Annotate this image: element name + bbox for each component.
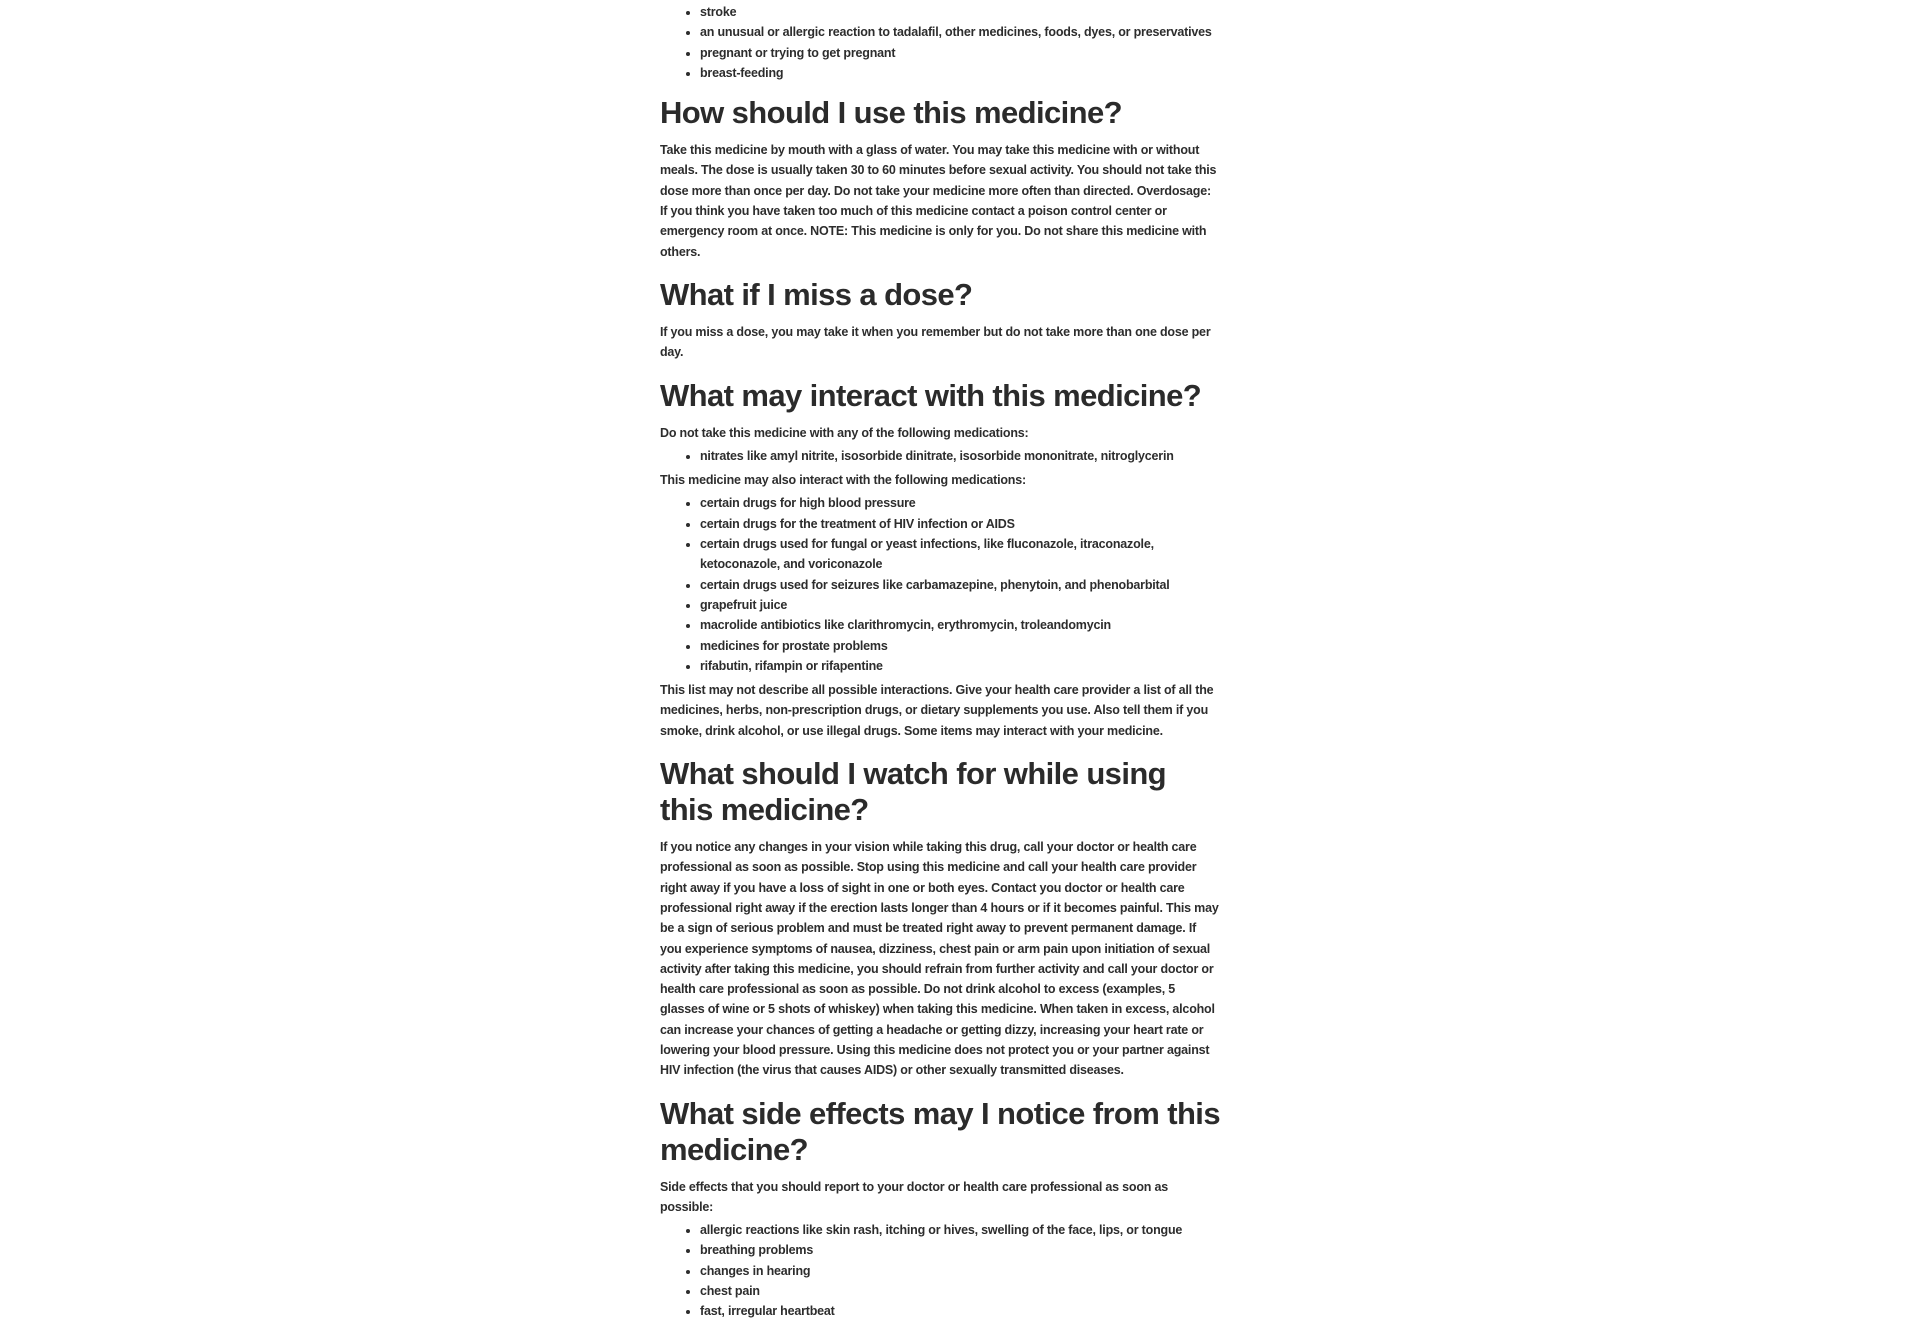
- list-item: • chest pain: [700, 1281, 1220, 1301]
- list-item: • macrolide antibiotics like clarithromycin, erythromycin, troleandomycin: [700, 615, 1220, 635]
- list-item: • certain drugs used for fungal or yeast infections, like fluconazole, itraconazole, ketoconazole, and voriconazole: [700, 534, 1220, 575]
- heading-interactions: What may interact with this medicine?: [660, 377, 1202, 413]
- interactions-list-contraindicated: [660, 446, 1220, 466]
- paragraph-watch-for: If you notice any changes in your vision while taking this drug, call your doctor or health care professional as soon as possible. Stop using this medicine and call your health care provider right away if you have a loss of sight in one or both eyes. Contact you doctor or health care professional right away if the erection lasts longer than 4 hours or if it becomes painful. This may be a sign of serious problem and must be treated right away to prevent permanent damage. If you experience symptoms of nausea, dizziness, chest pain or arm pain upon initiation of sexual activity after taking this medicine, you should refrain from further activity and call your doctor or health care professional as soon as possible. Do not drink alcohol to excess (examples, 5 glasses of wine or 5 shots of whiskey) when taking this medicine. When taken in excess, alcohol can increase your chances of getting a headache or getting dizzy, increasing your heart rate or lowering your blood pressure. Using this medicine does not protect you or your partner against HIV infection (the virus that causes AIDS) or other sexually transmitted diseases.: [660, 840, 1219, 1078]
- list-item: • nitrates like amyl nitrite, isosorbide dinitrate, isosorbide mononitrate, nitroglycerin: [700, 446, 1220, 466]
- list-item: • grapefruit juice: [700, 595, 1220, 615]
- heading-missed-dose: What if I miss a dose?: [660, 276, 973, 312]
- heading-how-to-use: How should I use this medicine?: [660, 95, 1122, 131]
- list-item: • certain drugs for high blood pressure: [700, 493, 1220, 513]
- list-item: • medicines for prostate problems: [700, 636, 1220, 656]
- interactions-list: [660, 493, 1220, 676]
- paragraph-interactions-intro-2: This medicine may also interact with the following medications:: [660, 473, 1026, 488]
- paragraph-interactions-outro: This list may not describe all possible interactions. Give your health care provider a list of all the medicines, herbs, non-prescription drugs, or dietary supplements you use. Also tell them if you smoke, drink alcohol, or use illegal drugs. Some items may interact with your medicine.: [660, 683, 1214, 738]
- paragraph-how-to-use: Take this medicine by mouth with a glass of water. You may take this medicine with or without meals. The dose is usually taken 30 to 60 minutes before sexual activity. You should not take this dose more than once per day. Do not take your medicine more often than directed. Overdosage: If you think you have taken too much of this medicine contact a poison control center or emergency room at once. NOTE: This medicine is only for you. Do not share this medicine with others.: [660, 143, 1217, 259]
- list-item: • changes in hearing: [700, 1261, 1220, 1281]
- article-content: [660, 0, 1220, 1322]
- list-item: • fast, irregular heartbeat: [700, 1301, 1220, 1321]
- paragraph-interactions-intro: Do not take this medicine with any of the following medications:: [660, 425, 1029, 440]
- list-item: • breast-feeding: [700, 63, 1220, 83]
- list-item: • rifabutin, rifampin or rifapentine: [700, 656, 1220, 676]
- list-item: • certain drugs used for seizures like carbamazepine, phenytoin, and phenobarbital: [700, 575, 1220, 595]
- list-item: • certain drugs for the treatment of HIV infection or AIDS: [700, 514, 1220, 534]
- heading-side-effects: What side effects may I notice from this medicine?: [660, 1095, 1220, 1167]
- heading-watch-for: What should I watch for while using this medicine?: [660, 756, 1167, 828]
- list-item: • an unusual or allergic reaction to tadalafil, other medicines, foods, dyes, or preservatives: [700, 22, 1220, 42]
- paragraph-side-effects-intro: Side effects that you should report to your doctor or health care professional as soon as possible:: [660, 1179, 1168, 1214]
- side-effects-list: [660, 1220, 1220, 1321]
- list-item: • allergic reactions like skin rash, itching or hives, swelling of the face, lips, or tongue: [700, 1220, 1220, 1240]
- list-item: • pregnant or trying to get pregnant: [700, 43, 1220, 63]
- list-item: • stroke: [700, 2, 1220, 22]
- paragraph-missed-dose: If you miss a dose, you may take it when you remember but do not take more than one dose per day.: [660, 324, 1211, 360]
- precautions-list: [660, 2, 1220, 83]
- list-item: • breathing problems: [700, 1240, 1220, 1260]
